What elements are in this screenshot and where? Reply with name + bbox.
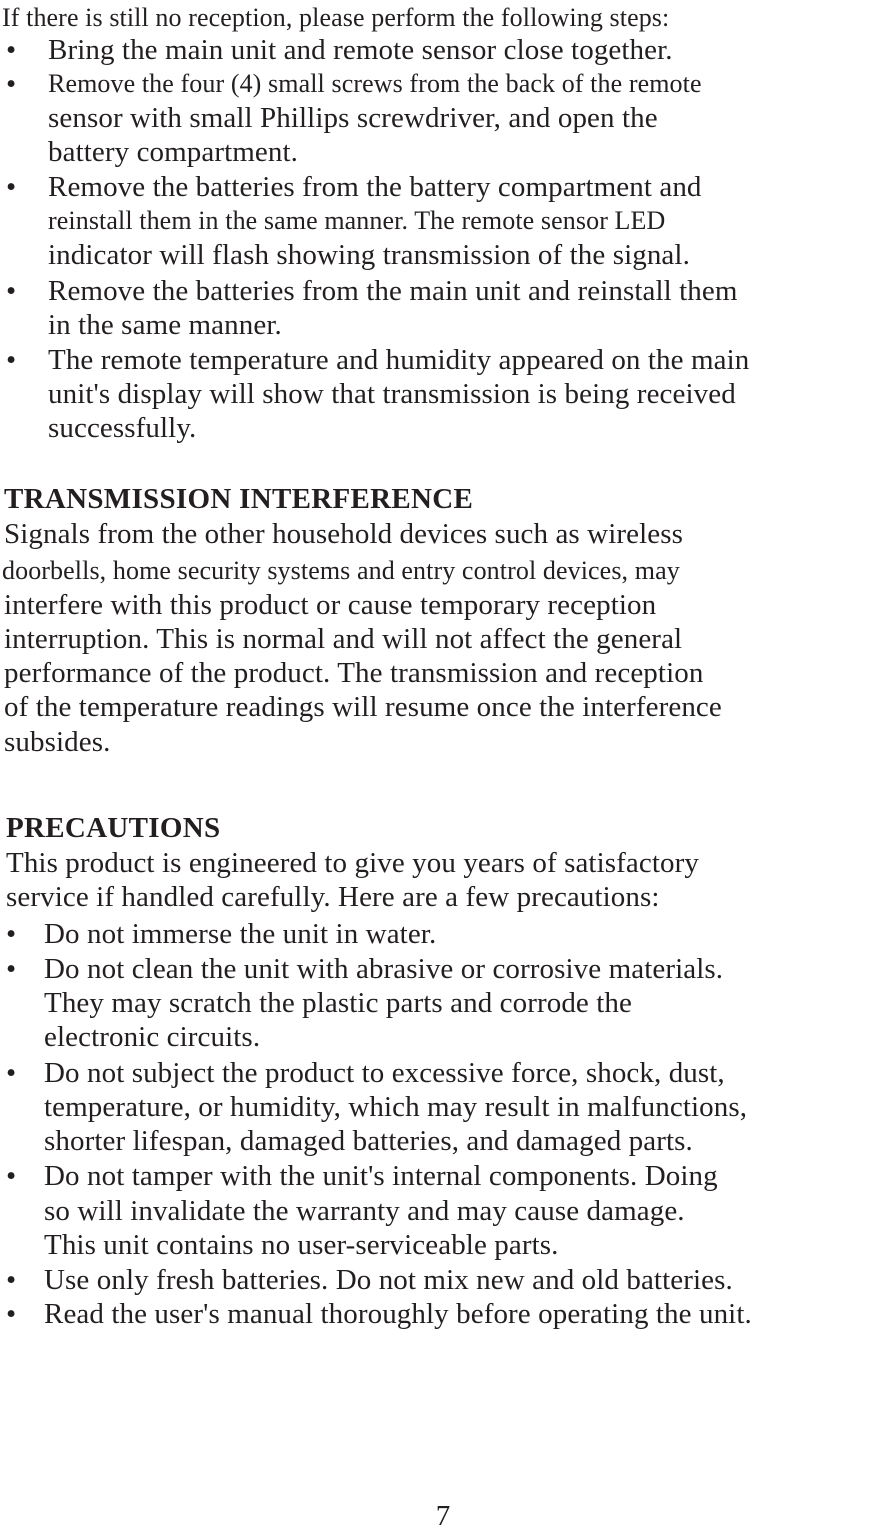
bullet-icon: • <box>6 1057 17 1089</box>
paragraph-line: doorbells, home security systems and entry control devices, may <box>2 556 680 585</box>
step-line: successfully. <box>48 412 197 444</box>
precaution-line: Do not tamper with the unit's internal components. Doing <box>44 1160 718 1192</box>
paragraph-line: This product is engineered to give you years of satisfactory <box>6 847 699 879</box>
paragraph-line: Signals from the other household devices such as wireless <box>4 518 684 550</box>
step-line: in the same manner. <box>48 309 282 341</box>
precaution-line: electronic circuits. <box>44 1021 261 1053</box>
precaution-line: Do not immerse the unit in water. <box>44 918 437 950</box>
paragraph-line: subsides. <box>4 726 111 758</box>
bullet-icon: • <box>6 1264 17 1296</box>
precautions-heading: PRECAUTIONS <box>6 812 221 844</box>
bullet-icon: • <box>6 68 17 100</box>
bullet-icon: • <box>6 918 17 950</box>
bullet-icon: • <box>6 1160 17 1192</box>
step-line: Remove the batteries from the battery compartment and <box>48 171 702 203</box>
paragraph-line: interfere with this product or cause temporary reception <box>4 589 657 621</box>
precaution-line: Read the user's manual thoroughly before operating the unit. <box>44 1298 752 1330</box>
precaution-line: temperature, or humidity, which may result in malfunctions, <box>44 1091 748 1123</box>
step-line: indicator will flash showing transmission of the signal. <box>48 239 690 271</box>
step-line: Remove the four (4) small screws from the back of the remote <box>48 69 702 98</box>
precaution-line: This unit contains no user-serviceable parts. <box>44 1229 559 1261</box>
precaution-line: They may scratch the plastic parts and corrode the <box>44 987 632 1019</box>
paragraph-line: interruption. This is normal and will not affect the general <box>4 623 683 655</box>
bullet-icon: • <box>6 171 17 203</box>
step-line: Bring the main unit and remote sensor close together. <box>48 34 673 66</box>
precaution-line: shorter lifespan, damaged batteries, and damaged parts. <box>44 1125 693 1157</box>
bullet-icon: • <box>6 1298 17 1330</box>
step-line: battery compartment. <box>48 136 299 168</box>
precaution-line: so will invalidate the warranty and may cause damage. <box>44 1195 685 1227</box>
step-line: reinstall them in the same manner. The remote sensor LED <box>48 206 666 235</box>
bullet-icon: • <box>6 275 17 307</box>
step-line: sensor with small Phillips screwdriver, and open the <box>48 102 658 134</box>
precaution-line: Do not subject the product to excessive force, shock, dust, <box>44 1057 725 1089</box>
bullet-icon: • <box>6 953 17 985</box>
page-number: 7 <box>435 1500 451 1532</box>
bullet-icon: • <box>6 344 17 376</box>
paragraph-line: service if handled carefully. Here are a few precautions: <box>6 881 660 913</box>
precaution-line: Use only fresh batteries. Do not mix new and old batteries. <box>44 1264 733 1296</box>
intro-text: If there is still no reception, please perform the following steps: <box>2 3 670 32</box>
precaution-line: Do not clean the unit with abrasive or corrosive materials. <box>44 953 724 985</box>
paragraph-line: of the temperature readings will resume once the interference <box>4 691 722 723</box>
paragraph-line: performance of the product. The transmission and reception <box>4 657 704 689</box>
bullet-icon: • <box>6 34 17 66</box>
interference-heading: TRANSMISSION INTERFERENCE <box>4 483 474 515</box>
step-line: Remove the batteries from the main unit and reinstall them <box>48 275 738 307</box>
step-line: unit's display will show that transmission is being received <box>48 378 736 410</box>
step-line: The remote temperature and humidity appeared on the main <box>48 344 750 376</box>
